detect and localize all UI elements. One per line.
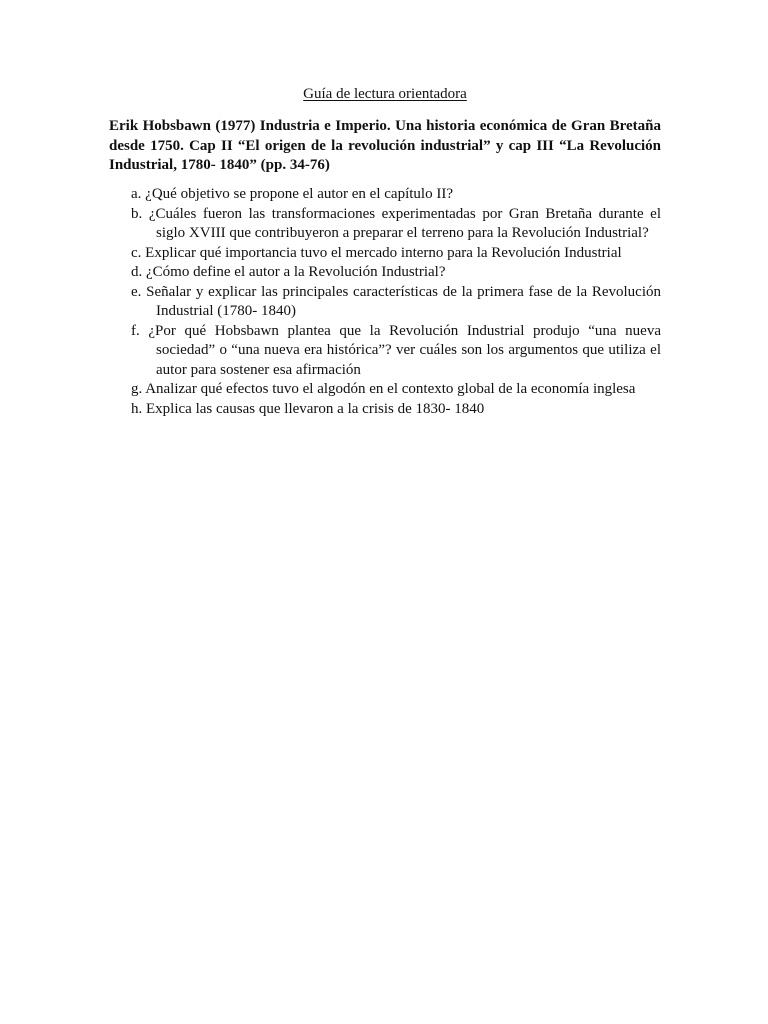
question-item-g xyxy=(131,380,661,400)
question-letter: f. xyxy=(131,322,140,339)
question-text: Señalar y explicar las principales características de la primera fase de la Revolución Industrial (1780- 1840) xyxy=(146,283,661,319)
question-letter: g. xyxy=(131,381,143,397)
question-text: Explica las causas que llevaron a la crisis de 1830- 1840 xyxy=(146,400,485,417)
question-text: Explicar qué importancia tuvo el mercado interno para la Revolución Industrial xyxy=(145,244,622,261)
question-letter: a. xyxy=(131,186,142,202)
question-letter: e. xyxy=(131,283,142,300)
question-item-h xyxy=(131,400,661,420)
question-text: ¿Por qué Hobsbawn plantea que la Revolución Industrial produjo “una nueva sociedad” o “una nueva era histórica”? ver cuáles son los argumentos que utiliza el autor para sostener esa afirmación xyxy=(148,322,661,378)
question-letter: c. xyxy=(131,244,142,261)
question-item-d xyxy=(131,263,661,283)
question-item-f xyxy=(131,322,661,381)
question-item-a xyxy=(131,185,661,205)
question-list xyxy=(131,185,661,419)
question-item-e xyxy=(131,283,661,322)
question-text: ¿Cuáles fueron las transformaciones experimentadas por Gran Bretaña durante el siglo XVIII que contribuyeron a preparar el terreno para la Revolución Industrial? xyxy=(148,205,661,241)
question-item-c xyxy=(131,244,661,264)
question-text: Analizar qué efectos tuvo el algodón en el contexto global de la economía inglesa xyxy=(145,381,636,397)
question-letter: d. xyxy=(131,264,143,280)
question-text: ¿Qué objetivo se propone el autor en el capítulo II? xyxy=(145,186,453,202)
bibliographic-citation: Erik Hobsbawn (1977) Industria e Imperio. Una historia económica de Gran Bretaña desde 1750. Cap II “El origen de la revolución industrial” y cap III “La Revolución Industrial, 1780- 1840” (pp. 34-76) xyxy=(109,118,661,173)
question-letter: b. xyxy=(131,205,143,222)
question-item-b xyxy=(131,205,661,244)
question-letter: h. xyxy=(131,400,143,417)
document-title: Guía de lectura orientadora xyxy=(303,86,467,102)
question-text: ¿Cómo define el autor a la Revolución Industrial? xyxy=(146,264,446,280)
